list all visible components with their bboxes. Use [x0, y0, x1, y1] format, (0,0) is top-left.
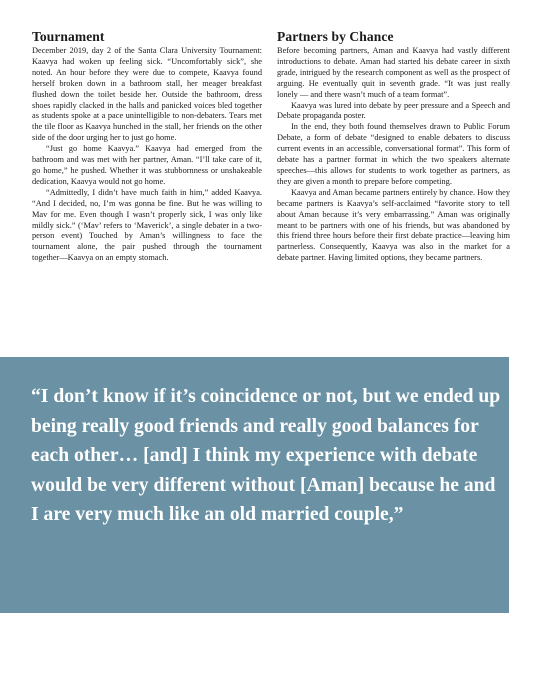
body-paragraph: Kaavya was lured into debate by peer pressure and a Speech and Debate propaganda poster.: [277, 100, 510, 121]
section-heading-partners-by-chance: Partners by Chance: [277, 29, 394, 44]
body-paragraph: In the end, they both found themselves drawn to Public Forum Debate, a form of debate “designed to enable debaters to discuss current events in an accessible, conversational format”. This form of debate has a partner format in which the two speakers alternate speeches––this allows for students to work together as partners, as they are given a month to prepare before competing.: [277, 122, 510, 186]
body-paragraph: Before becoming partners, Aman and Kaavya had vastly different introductions to debate. Aman had started his debate career in sixth grade, intrigued by the research component as well as the prospect of arguing. He eventually quit in seventh grade. “It was just really lonely –– and there wasn’t much of a team format”.: [277, 46, 510, 99]
body-paragraph: Kaavya and Aman became partners entirely by chance. How they became partners is Kaavya’s self-acclaimed “favorite story to tell about Aman because it’s very embarrassing.” Aman was originally meant to be partners with one of his friends, but was abandoned by this friend three hours before their first debate practice––leaving him partnerless. Consequently, Kaavya was also in the market for a debate partner. Having limited options, they became partners.: [277, 187, 510, 263]
pull-quote: “I don’t know if it’s coincidence or not, but we ended up being really good friends and really good balances for each other… [and] I think my experience with debate would be very different without [Aman] because he and I are very much like an old married couple,”: [31, 386, 501, 526]
body-paragraph: “Just go home Kaavya.” Kaavya had emerged from the bathroom and was met with her partner, Aman. “I’ll take care of it, go home,” he pushed. Whether it was stubbornness or unshakeable dedication, Kaavya would not go home.: [32, 144, 262, 186]
body-paragraph: December 2019, day 2 of the Santa Clara University Tournament: Kaavya had woken up feeling sick. “Uncomfortably sick”, she noted. An hour before they were due to compete, Kaavya found herself broken down in a bathroom stall, her meager breakfast flushed down the toilet beside her. Outside the bathroom, dress shoes rapidly clacked in the halls and panicked voices bled together as students spoke at a pace unintelligible to non-debaters. Tears met the tile floor as Kaavya hunched in the stall, her friends on the other side of the door urging her to just go home.: [32, 46, 262, 143]
right-column: [277, 28, 510, 264]
body-paragraph: “Admittedly, I didn’t have much faith in him,” added Kaavya. “And I decided, no, I’m was gonna be fine. But he was willing to Mav for me. Even though I wasn’t properly sick, I was only like mildly sick.” (‘Mav’ refers to ‘Maverick’, a single debater in a two-person event) Touched by Aman’s willingness to face the tournament alone, the pair pushed through the tournament together––Kaavya on an empty stomach.: [32, 187, 262, 263]
section-heading-tournament: Tournament: [32, 29, 105, 44]
left-column: [32, 28, 262, 264]
